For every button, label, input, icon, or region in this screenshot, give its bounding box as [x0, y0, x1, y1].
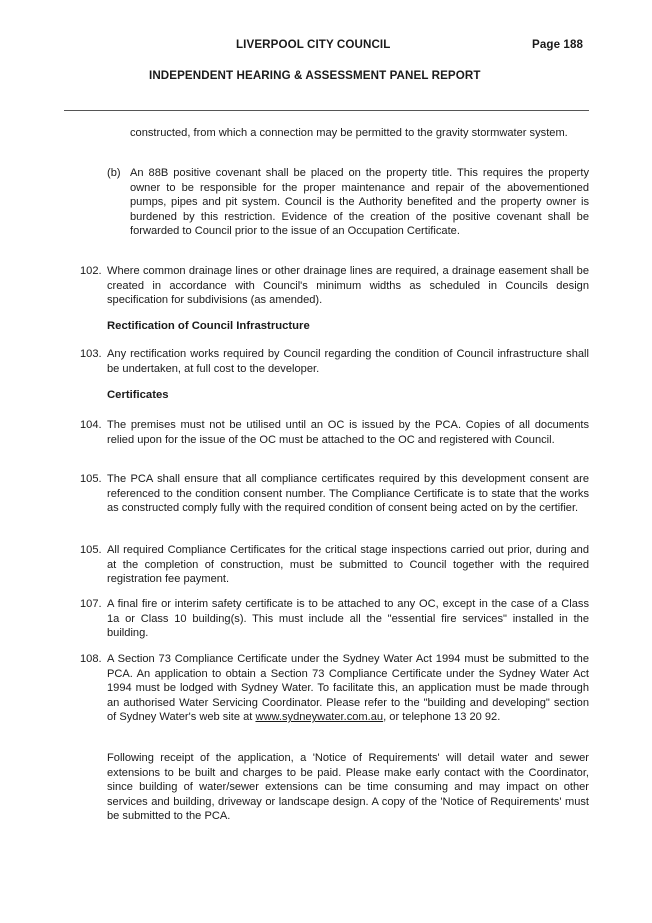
heading-rectification: Rectification of Council Infrastructure [107, 320, 310, 332]
condition-102-text: Where common drainage lines or other drainage lines are required, a drainage easement shall be created in accordance with Council's minimum widths as scheduled in Councils design specification for subdivisions (as amended). [107, 265, 589, 307]
header-divider [64, 110, 589, 111]
following-receipt-text: Following receipt of the application, a 'Notice of Requirements' will detail water and sewer extensions to be built and charges to be paid. Please make early contact with the Coordinator, since building of water/sewer extensions can be time consuming and may impact on other services and building, driveway or landscape design. A copy of the 'Notice of Requirements' must be submitted to the PCA. [107, 752, 589, 823]
condition-104-number: 104. [80, 419, 102, 431]
condition-105a-number: 105. [80, 473, 102, 485]
continued-text: constructed, from which a connection may be permitted to the gravity stormwater system. [130, 127, 568, 139]
report-title: INDEPENDENT HEARING & ASSESSMENT PANEL REPORT [149, 69, 481, 82]
sydney-water-link[interactable]: www.sydneywater.com.au [255, 711, 384, 724]
council-name: LIVERPOOL CITY COUNCIL [236, 38, 391, 51]
condition-108-text-main: A Section 73 Compliance Certificate under the Sydney Water Act 1994 must be submitted to the PCA. An application to obtain a Section 73 Compliance Certificate under the Sydney Water Act 1994 must be lodged with Sydney Water. To facilitate this, an application must be made through an authorised Water Servicing Coordinator. Please refer to the "building and developing" section of Sydney Water's web site at [107, 653, 589, 724]
condition-103-text: Any rectification works required by Council regarding the condition of Council infrastructure shall be undertaken, at full cost to the developer. [107, 348, 589, 375]
page-number: Page 188 [532, 38, 584, 51]
condition-105b-number: 105. [80, 544, 102, 556]
condition-107-text: A final fire or interim safety certificate is to be attached to any OC, except in the case of a Class 1a or Class 10 building(s). This must include all the "essential fire services" installed in the building. [107, 598, 589, 640]
condition-105a-text: The PCA shall ensure that all compliance certificates required by this development consent are referenced to the condition consent number. The Compliance Certificate is to state that the works as constructed comply fully with the required condition of consent being acted on by the certifier. [107, 473, 589, 515]
condition-104-text: The premises must not be utilised until an OC is issued by the PCA. Copies of all documents relied upon for the issue of the OC must be attached to the OC and registered with Council. [107, 419, 589, 446]
condition-108-text [107, 652, 589, 725]
item-b-text: An 88B positive covenant shall be placed on the property title. This requires the property owner to be responsible for the proper maintenance and repair of the abovementioned pumps, pipes and pit system. Council is the Authority benefited and the property owner is burdened by this restriction. Evidence of the creation of the positive covenant shall be forwarded to Council prior to the issue of an Occupation Certificate. [130, 167, 589, 238]
condition-108-text-end: , or telephone 13 20 92. [383, 711, 501, 724]
item-b-label: (b) [107, 167, 121, 179]
condition-107-number: 107. [80, 598, 102, 610]
condition-103-number: 103. [80, 348, 102, 360]
condition-102-number: 102. [80, 265, 102, 277]
condition-108-number: 108. [80, 653, 102, 665]
condition-105b-text: All required Compliance Certificates for the critical stage inspections carried out prior, during and at the completion of construction, must be submitted to Council together with the required registration fee payment. [107, 544, 589, 586]
heading-certificates: Certificates [107, 389, 169, 401]
